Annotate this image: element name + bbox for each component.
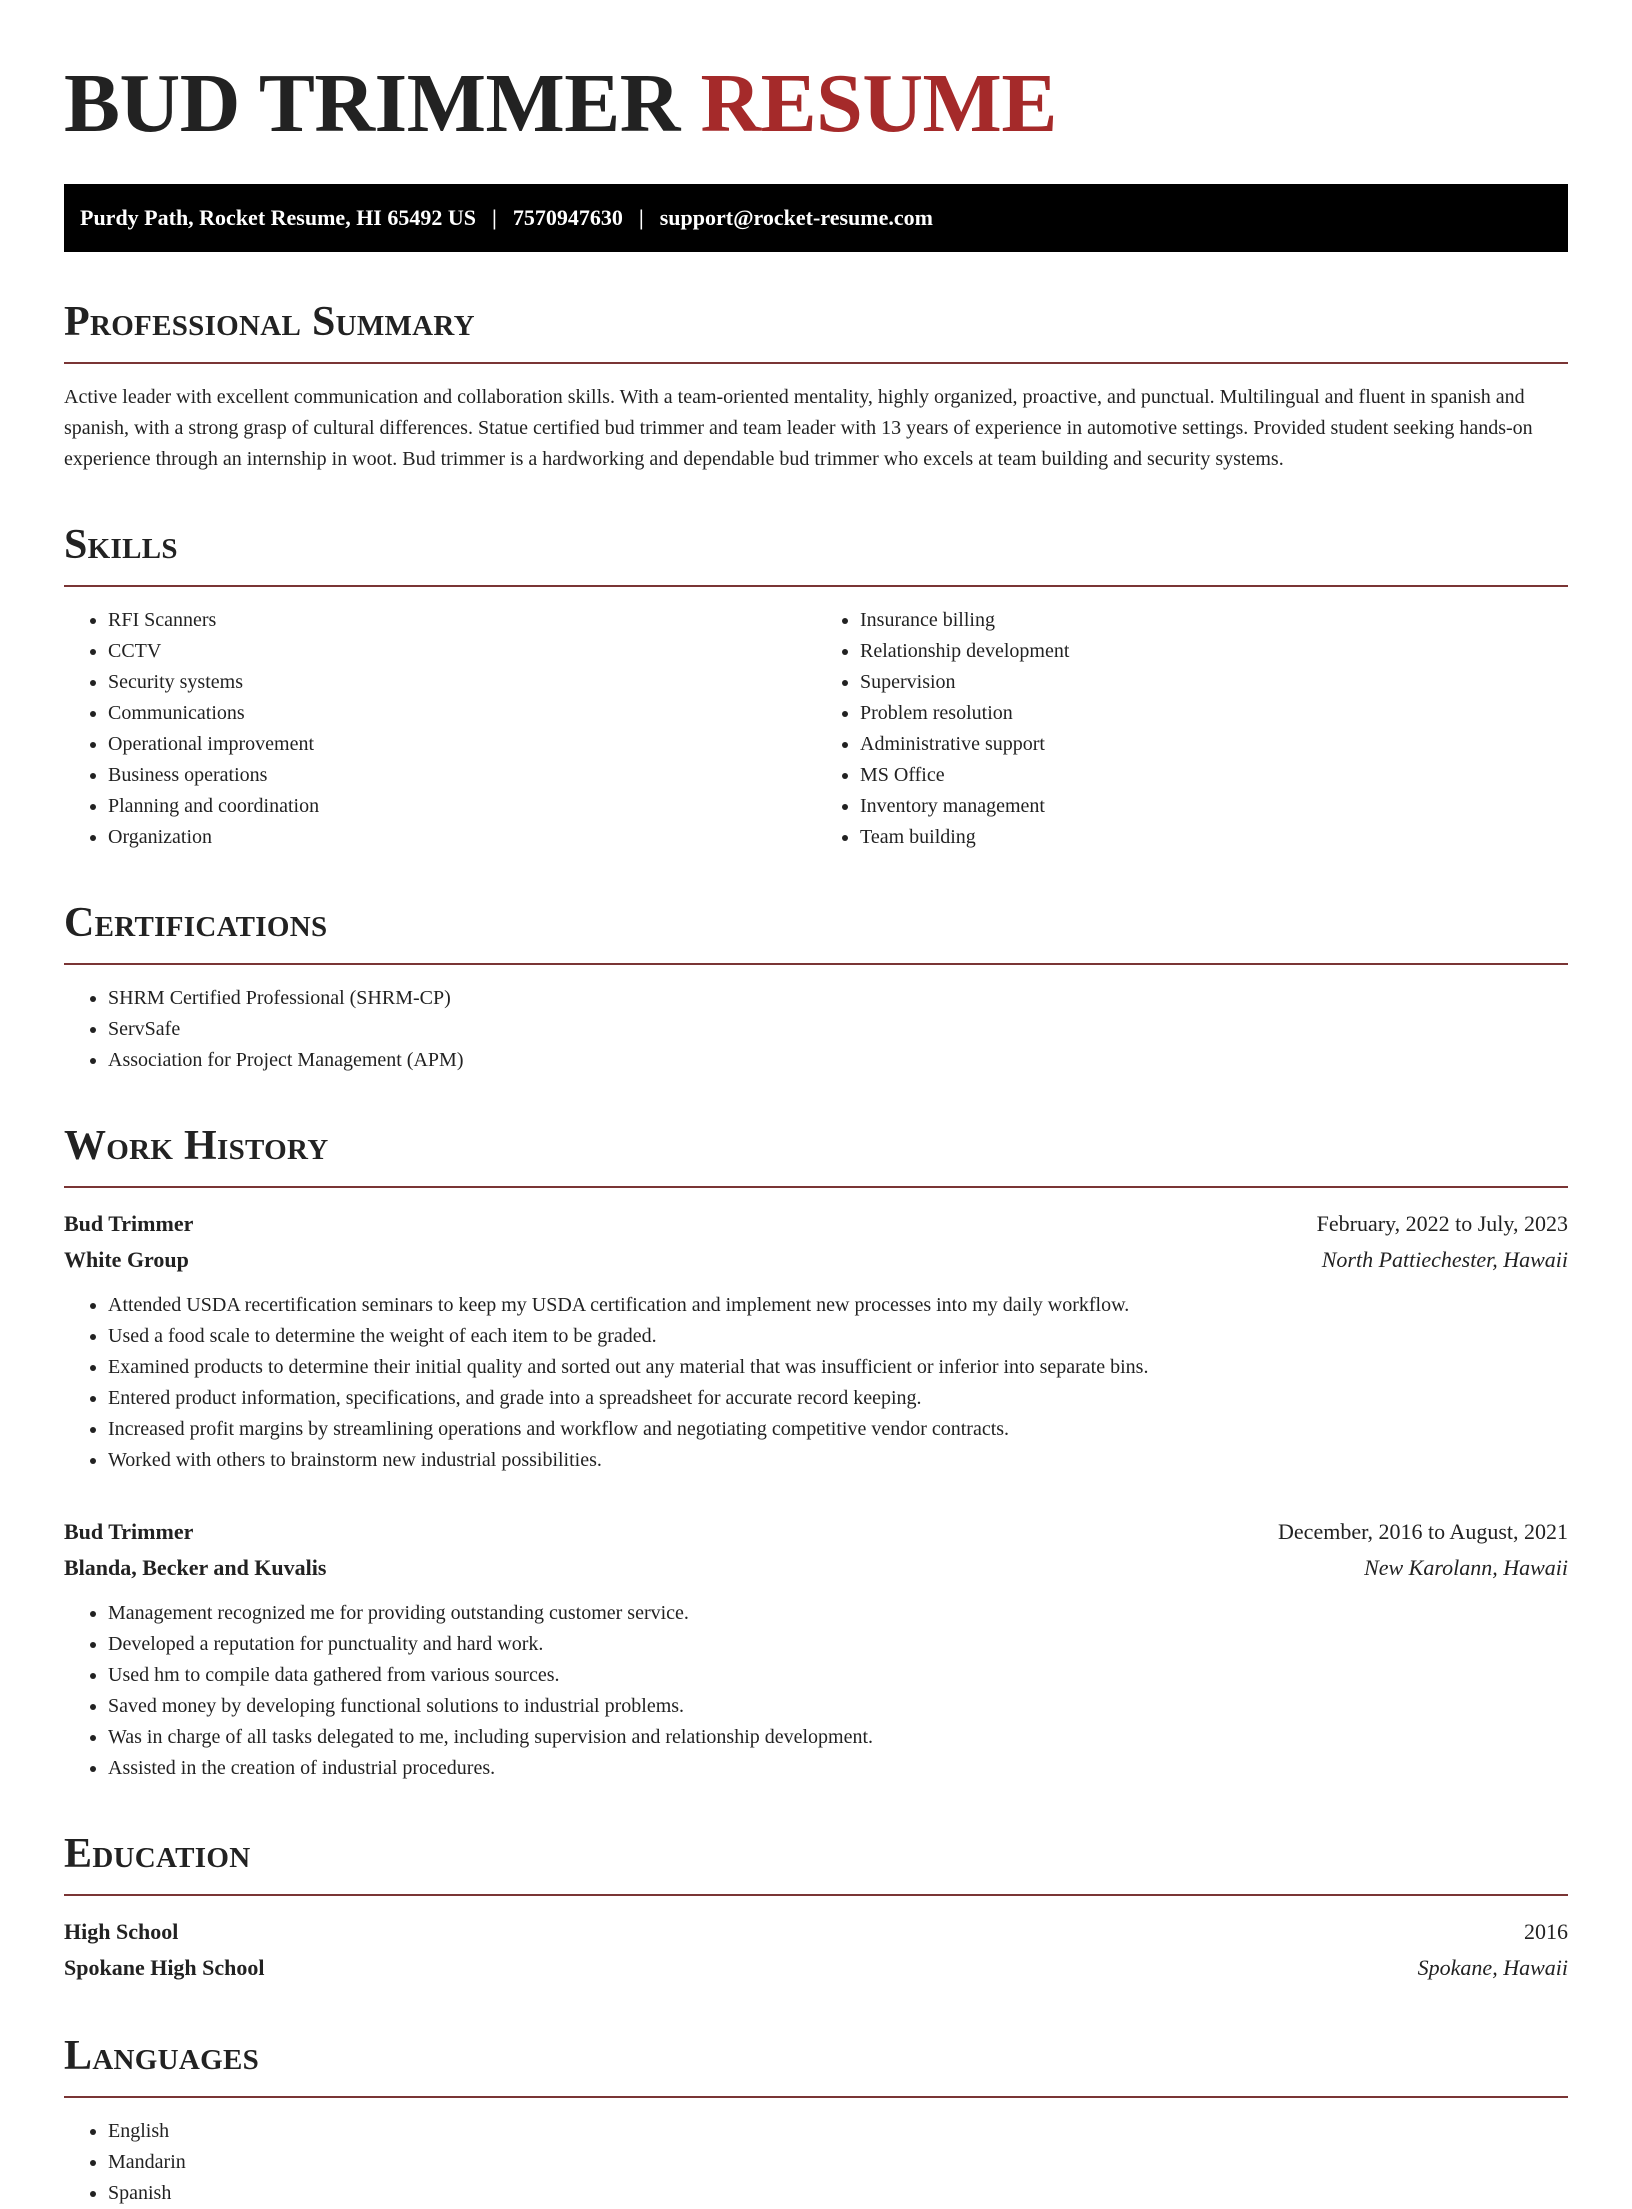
skills-list-left (64, 605, 816, 853)
job-duties-list (64, 1290, 1568, 1476)
education-header-row (64, 1914, 1568, 1950)
resume-title-accent: RESUME (700, 57, 1057, 150)
skill-item: • Relationship development (860, 636, 1568, 667)
candidate-name: BUD TRIMMER (64, 57, 680, 150)
skill-item: • Business operations (108, 760, 816, 791)
job-duty-item: • Used hm to compile data gathered from various sources. (108, 1660, 1568, 1691)
job-duty-item: • Increased profit margins by streamlining operations and workflow and negotiating competitive vendor contracts. (108, 1414, 1568, 1445)
skill-item: • Supervision (860, 667, 1568, 698)
job-duty-item: • Was in charge of all tasks delegated to me, including supervision and relationship development. (108, 1722, 1568, 1753)
job-duty-item: • Assisted in the creation of industrial procedures. (108, 1753, 1568, 1784)
education-location: Spokane, Hawaii (1417, 1955, 1568, 1980)
section-title-languages: Languages (64, 2033, 260, 2079)
education-entry (64, 1914, 1568, 1986)
skill-item: • Organization (108, 822, 816, 853)
job-dates: February, 2022 to July, 2023 (1316, 1211, 1568, 1236)
education-year: 2016 (1524, 1919, 1568, 1944)
contact-bar (64, 184, 1568, 252)
section-divider (64, 2096, 1568, 2098)
skill-item: • Communications (108, 698, 816, 729)
contact-separator: | (492, 205, 497, 230)
resume-title (64, 56, 1568, 152)
job-duties-list (64, 1598, 1568, 1784)
education-school-row (64, 1950, 1568, 1986)
section-title-summary: Professional Summary (64, 299, 475, 345)
section-title-certifications: Certifications (64, 900, 328, 946)
section-title-work-history: Work History (64, 1123, 329, 1169)
certification-item: • ServSafe (108, 1014, 1568, 1045)
job-duty-item: • Worked with others to brainstorm new industrial possibilities. (108, 1445, 1568, 1476)
skill-item: • Team building (860, 822, 1568, 853)
language-item: • Spanish (108, 2178, 1568, 2209)
summary-text: Active leader with excellent communication and collaboration skills. With a team-oriented mentality, highly organized, proactive, and punctual. Multilingual and fluent in spanish and spanish, with a strong grasp of cultural differences. Statue certified bud trimmer and team leader with 13 years of experience in automotive settings. Provided student seeking hands-on experience through an internship in woot. Bud trimmer is a hardworking and dependable bud trimmer who excels at team building and security systems. (64, 386, 1533, 470)
skill-item: • CCTV (108, 636, 816, 667)
language-item: • English (108, 2116, 1568, 2147)
skill-item: • Insurance billing (860, 605, 1568, 636)
certification-item: • SHRM Certified Professional (SHRM-CP) (108, 983, 1568, 1014)
job-company: White Group (64, 1247, 189, 1272)
job-entry (64, 1206, 1568, 1476)
job-entry (64, 1514, 1568, 1784)
certifications-section (64, 899, 1568, 1076)
skill-item: • Operational improvement (108, 729, 816, 760)
contact-address: Purdy Path, Rocket Resume, HI 65492 US (80, 205, 476, 230)
job-duty-item: • Saved money by developing functional solutions to industrial problems. (108, 1691, 1568, 1722)
job-company-row (64, 1550, 1568, 1586)
education-school: Spokane High School (64, 1955, 265, 1980)
job-location: New Karolann, Hawaii (1364, 1555, 1568, 1580)
contact-email: support@rocket-resume.com (659, 205, 933, 230)
skill-item: • MS Office (860, 760, 1568, 791)
section-divider (64, 362, 1568, 364)
job-duty-item: • Management recognized me for providing outstanding customer service. (108, 1598, 1568, 1629)
job-duty-item: • Developed a reputation for punctuality and hard work. (108, 1629, 1568, 1660)
job-company-row (64, 1242, 1568, 1278)
skill-item: • Administrative support (860, 729, 1568, 760)
skills-list-right (816, 605, 1568, 853)
section-title-skills: Skills (64, 522, 178, 568)
job-duty-item: • Entered product information, specifications, and grade into a spreadsheet for accurate record keeping. (108, 1383, 1568, 1414)
skill-item: • Inventory management (860, 791, 1568, 822)
contact-phone: 7570947630 (512, 205, 623, 230)
job-duty-item: • Examined products to determine their initial quality and sorted out any material that was insufficient or inferior into separate bins. (108, 1352, 1568, 1383)
job-header-row (64, 1514, 1568, 1550)
skill-item: • Problem resolution (860, 698, 1568, 729)
section-title-education: Education (64, 1831, 251, 1877)
languages-section (64, 2032, 1568, 2209)
certifications-list (64, 983, 1568, 1076)
section-divider (64, 1186, 1568, 1188)
languages-list (64, 2116, 1568, 2209)
skills-grid (64, 587, 1568, 853)
job-location: North Pattiechester, Hawaii (1321, 1247, 1568, 1272)
education-degree: High School (64, 1919, 179, 1944)
job-company: Blanda, Becker and Kuvalis (64, 1555, 327, 1580)
summary-section (64, 298, 1568, 475)
education-section (64, 1830, 1568, 1986)
job-header-row (64, 1206, 1568, 1242)
job-dates: December, 2016 to August, 2021 (1278, 1519, 1568, 1544)
language-item: • Mandarin (108, 2147, 1568, 2178)
job-duty-item: • Attended USDA recertification seminars to keep my USDA certification and implement new processes into my daily workflow. (108, 1290, 1568, 1321)
contact-separator: | (638, 205, 644, 230)
job-duty-item: • Used a food scale to determine the weight of each item to be graded. (108, 1321, 1568, 1352)
skill-item: • Planning and coordination (108, 791, 816, 822)
skill-item: • Security systems (108, 667, 816, 698)
certification-item: • Association for Project Management (APM) (108, 1045, 1568, 1076)
job-title: Bud Trimmer (64, 1519, 194, 1544)
work-history-section (64, 1122, 1568, 1784)
skill-item: • RFI Scanners (108, 605, 816, 636)
section-divider (64, 1894, 1568, 1896)
skills-section (64, 521, 1568, 853)
job-title: Bud Trimmer (64, 1211, 194, 1236)
section-divider (64, 963, 1568, 965)
